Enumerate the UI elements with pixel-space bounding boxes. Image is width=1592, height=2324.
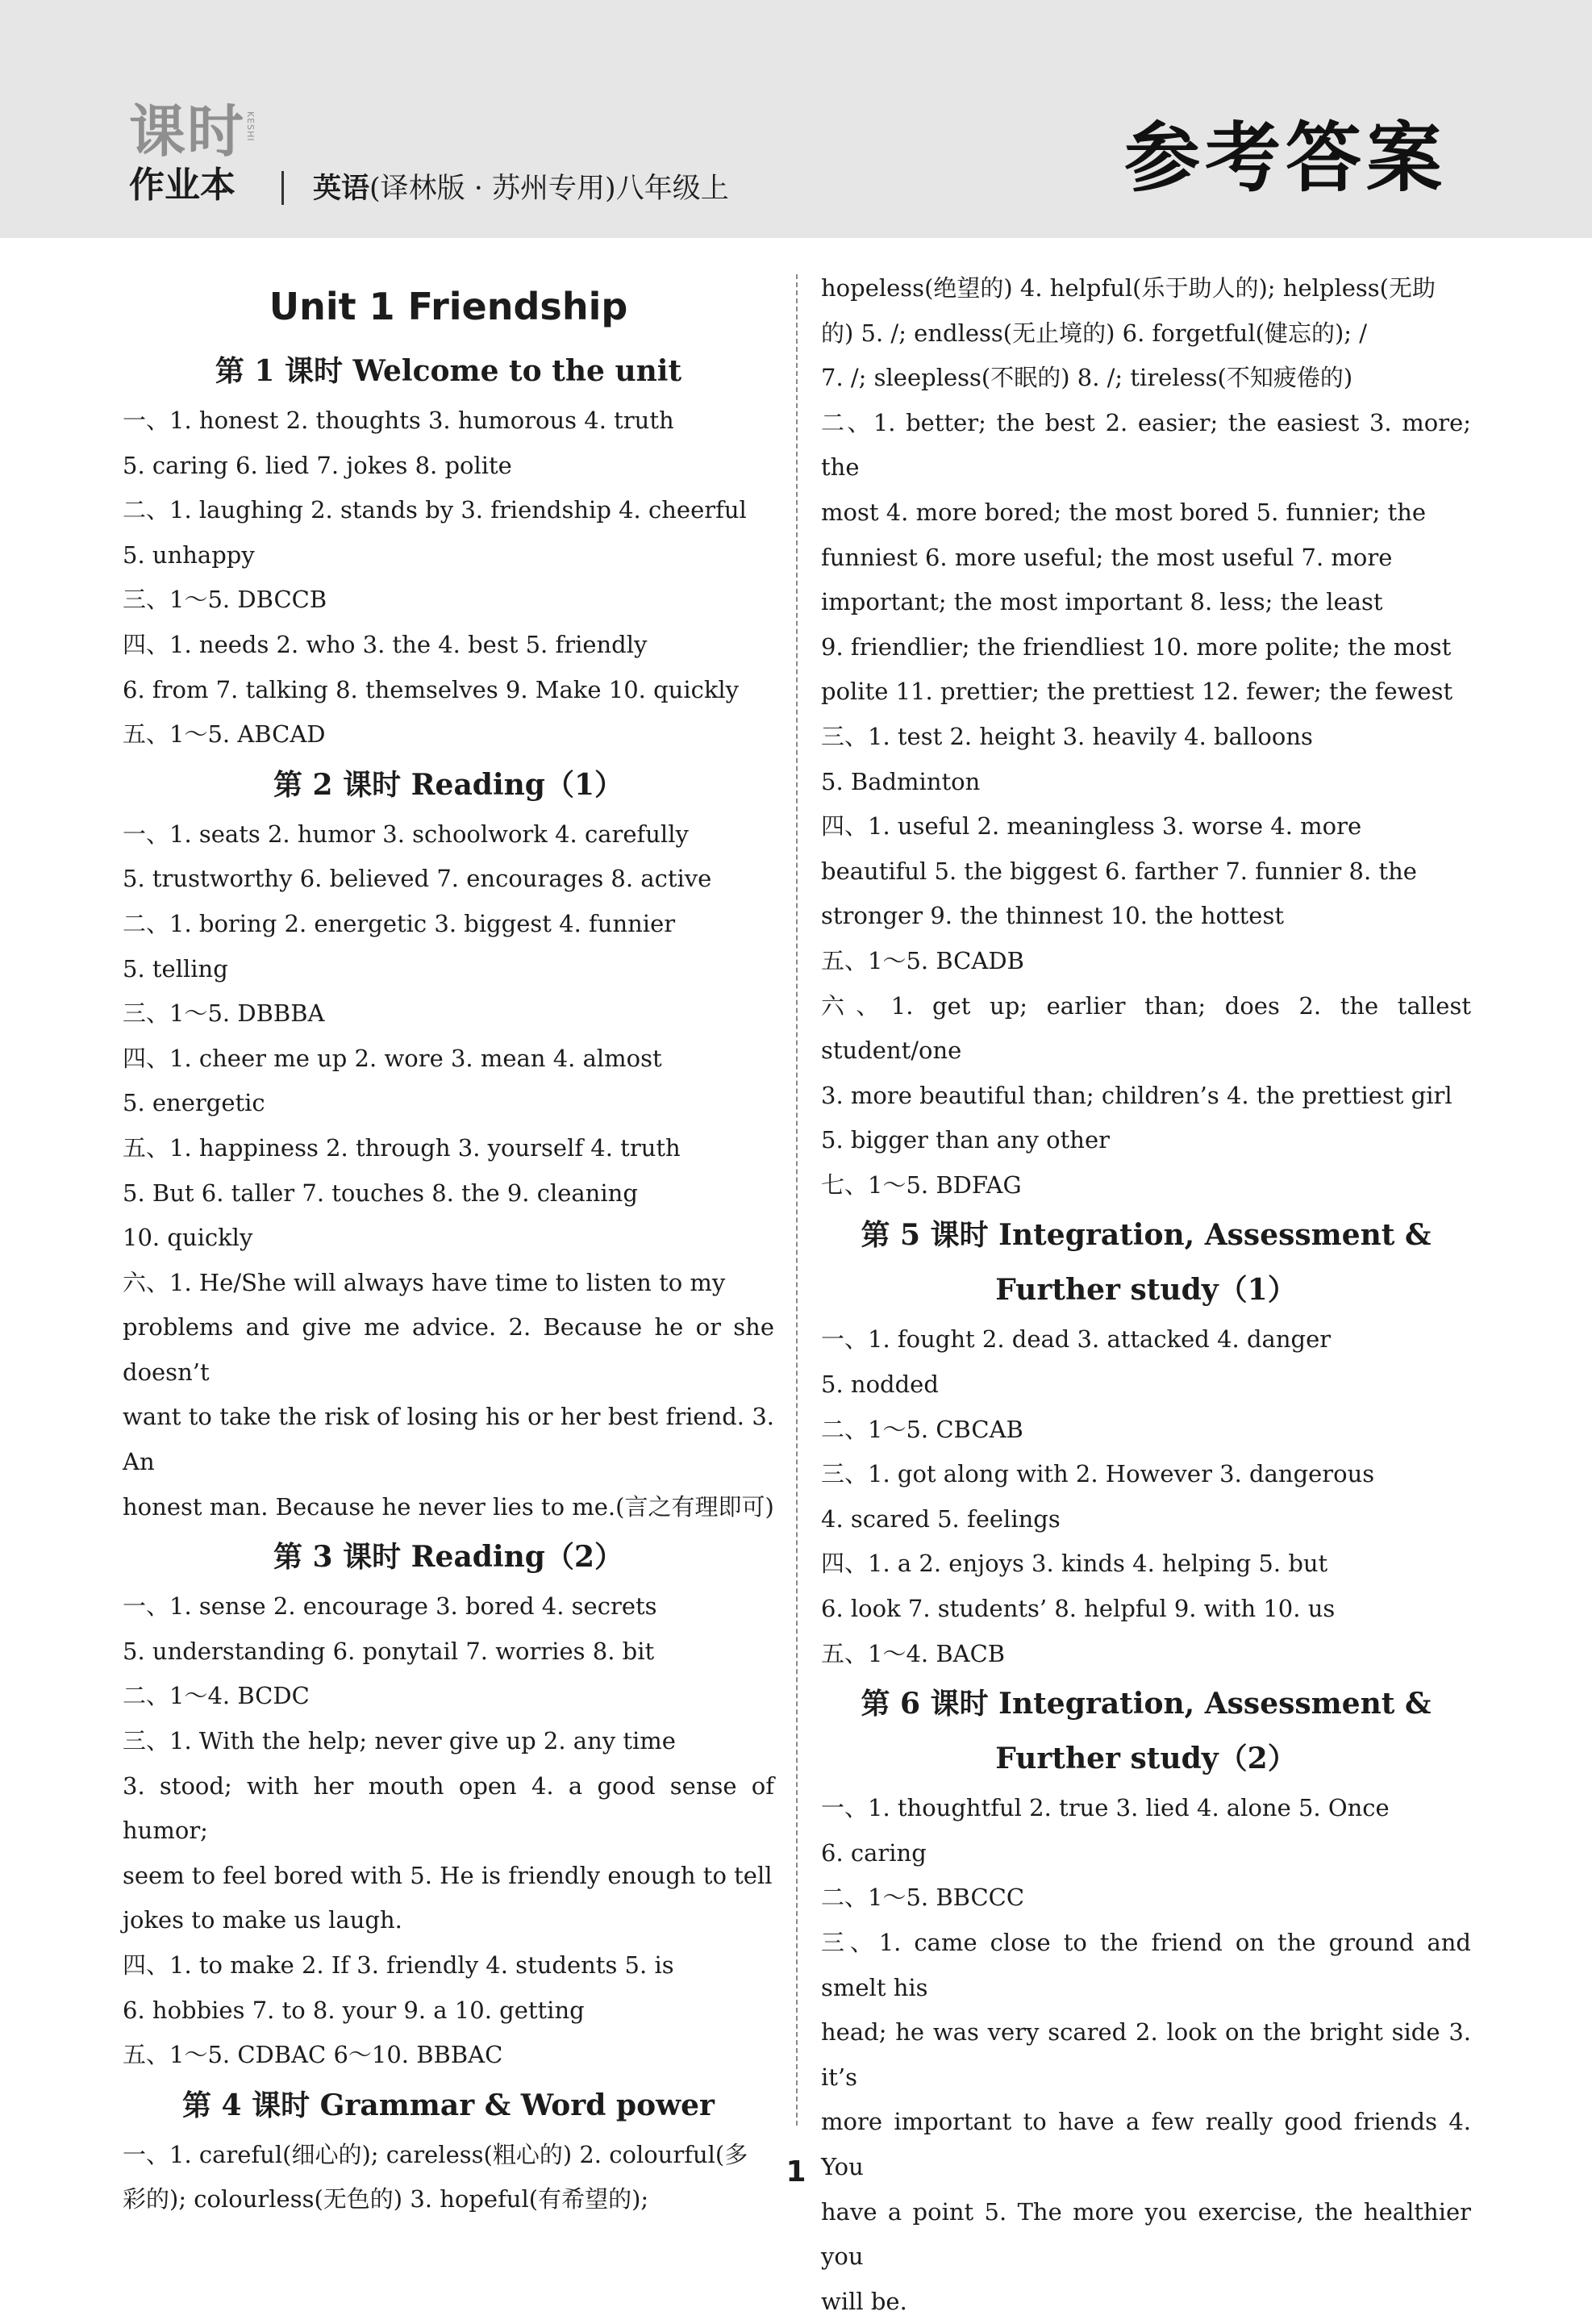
answer-line: 三、1. test 2. height 3. heavily 4. balloons: [821, 722, 1313, 750]
answer-paragraph: 四、1. useful 2. meaningless 3. worse 4. more beautiful 5. the biggest 6. farther 7. funnier 8. the stronger 9. the thinnest 10. the hottest: [821, 812, 1417, 930]
answer-line: 二、1～5. BBCCC: [821, 1884, 1025, 1912]
lesson-4-title: 第 4 课时 Grammar & Word power: [182, 2088, 715, 2122]
answer-line: 五、1～5. CDBAC 6～10. BBBAC: [123, 2041, 503, 2069]
brand-logo-top: 课时: [129, 98, 245, 165]
answer-line: 一、1. thoughtful 2. true 3. lied 4. alone 5. Once: [821, 1794, 1390, 1822]
lesson-5-title: 第 5 课时 Integration, Assessment &: [861, 1218, 1432, 1253]
answer-line: 5. But 6. taller 7. touches 8. the 9. cleaning: [123, 1179, 638, 1207]
answer-line: 4. scared 5. feelings: [821, 1504, 1061, 1533]
answer-line: 三、1. got along with 2. However 3. dangerous: [821, 1460, 1375, 1488]
answer-line: 5. nodded: [821, 1371, 939, 1399]
answer-key-title: 参考答案: [1123, 115, 1447, 202]
answer-line: 一、1. seats 2. humor 3. schoolwork 4. carefully: [123, 820, 689, 848]
answer-line: 5. energetic: [123, 1089, 265, 1117]
answer-line: 一、1. honest 2. thoughts 3. humorous 4. truth: [123, 407, 674, 434]
brand-pinyin: KESHI: [245, 111, 256, 142]
answer-line: 五、1～5. ABCAD: [123, 720, 326, 749]
answer-line: 七、1～5. BDFAG: [821, 1170, 1022, 1199]
page-header: [0, 0, 1592, 238]
answer-line: 10. quickly: [123, 1224, 253, 1252]
answer-line: 6. from 7. talking 8. themselves 9. Make 10. quickly: [123, 675, 740, 703]
answer-paragraph: 二、1. better; the best 2. easier; the easiest 3. more; the most 4. more bored; the most bored 5. funnier; the funniest 6. more useful; the most useful 7. more important; the most important 8. less; the least 9. friendlier; the friendliest 10. more polite; the most polite 11. prettier; the prettiest 12. fewer; the fewest: [821, 408, 1471, 706]
answer-line: 5. Badminton: [821, 767, 981, 795]
answer-paragraph: 一、1. careful(细心的); careless(粗心的) 2. colourful(多 彩的); colourless(无色的) 3. hopeful(有希望的);: [123, 2140, 748, 2213]
answer-line: 一、1. fought 2. dead 3. attacked 4. danger: [821, 1325, 1332, 1354]
answer-line: 二、1. boring 2. energetic 3. biggest 4. funnier: [123, 909, 676, 937]
answer-paragraph: 三、1. With the help; never give up 2. any time 3. stood; with her mouth open 4. a good sense of humor; seem to feel bored with 5. He is friendly enough to tell jokes to make us laugh.: [123, 1727, 774, 1934]
column-divider: [796, 274, 798, 2126]
subject-line: [313, 170, 729, 207]
answer-line: 三、1～5. DBCCB: [123, 586, 327, 614]
header-divider: [281, 171, 284, 205]
answer-line: 四、1. to make 2. If 3. friendly 4. students 5. is: [123, 1951, 674, 1979]
answer-line: 5. caring 6. lied 7. jokes 8. polite: [123, 451, 512, 479]
answer-paragraph: 六、1. He/She will always have time to listen to my problems and give me advice. 2. Because he or she doesn’t want to take the risk of losing his or her best friend. 3. An honest man. Because he never lies to me.(言之有理即可): [123, 1268, 774, 1521]
answer-line: 三、1～5. DBBBA: [123, 999, 325, 1028]
answer-line: 5. trustworthy 6. believed 7. encourages 8. active: [123, 865, 712, 893]
brand-logo-bottom: 作业本: [129, 165, 235, 206]
answer-line: 5. unhappy: [123, 540, 255, 569]
answer-paragraph: 六、1. get up; earlier than; does 2. the tallest student/one 3. more beautiful than; children’s 4. the prettiest girl 5. bigger than any other: [821, 991, 1471, 1154]
answer-line: 四、1. needs 2. who 3. the 4. best 5. friendly: [123, 630, 648, 658]
right-column: [821, 266, 1471, 2324]
lesson-6-title: 第 6 课时 Integration, Assessment &: [861, 1687, 1432, 1721]
answer-line: 四、1. a 2. enjoys 3. kinds 4. helping 5. but: [821, 1550, 1328, 1578]
answer-line: 四、1. cheer me up 2. wore 3. mean 4. almost: [123, 1044, 662, 1072]
answer-paragraph: hopeless(绝望的) 4. helpful(乐于助人的); helpless(无助 的) 5. /; endless(无止境的) 6. forgetful(健忘的); / 7. /; sleepless(不眠的) 8. /; tireless(不知疲倦的): [821, 274, 1436, 392]
lesson-3-title: 第 3 课时 Reading（2）: [273, 1540, 624, 1575]
answer-line: 6. caring: [821, 1838, 927, 1867]
answer-line: 6. hobbies 7. to 8. your 9. a 10. getting: [123, 1996, 585, 2024]
answer-line: 6. look 7. students’ 8. helpful 9. with 10. us: [821, 1595, 1336, 1623]
page-number: 1: [786, 2155, 806, 2188]
unit-title: Unit 1 Friendship: [269, 285, 628, 328]
answer-line: 5. telling: [123, 954, 228, 983]
subject-name: 英语: [313, 173, 370, 205]
answer-line: 二、1～5. CBCAB: [821, 1415, 1023, 1443]
lesson-1-title: 第 1 课时 Welcome to the unit: [215, 354, 682, 388]
lesson-2-title: 第 2 课时 Reading（1）: [273, 767, 624, 802]
answer-line: 五、1～5. BCADB: [821, 946, 1024, 974]
subject-edition: (译林版 · 苏州专用)八年级上: [369, 173, 729, 205]
answer-line: 二、1. laughing 2. stands by 3. friendship 4. cheerful: [123, 496, 747, 524]
answer-line: 二、1～4. BCDC: [123, 1682, 310, 1710]
answer-line: 5. understanding 6. ponytail 7. worries 8. bit: [123, 1637, 655, 1665]
answer-paragraph: 三、1. came close to the friend on the ground and smelt his head; he was very scared 2. look on the bright side 3. it’s more important to have a few really good friends 4. You have a point 5. The more you exercise, the healthier you will be.: [821, 1929, 1471, 2315]
left-column: [123, 266, 774, 2222]
lesson-6-subtitle: Further study（2）: [995, 1742, 1297, 1776]
answer-line: 五、1. happiness 2. through 3. yourself 4. truth: [123, 1133, 681, 1162]
lesson-5-subtitle: Further study（1）: [995, 1273, 1297, 1308]
answer-line: 五、1～4. BACB: [821, 1639, 1006, 1667]
answer-line: 一、1. sense 2. encourage 3. bored 4. secrets: [123, 1592, 657, 1621]
